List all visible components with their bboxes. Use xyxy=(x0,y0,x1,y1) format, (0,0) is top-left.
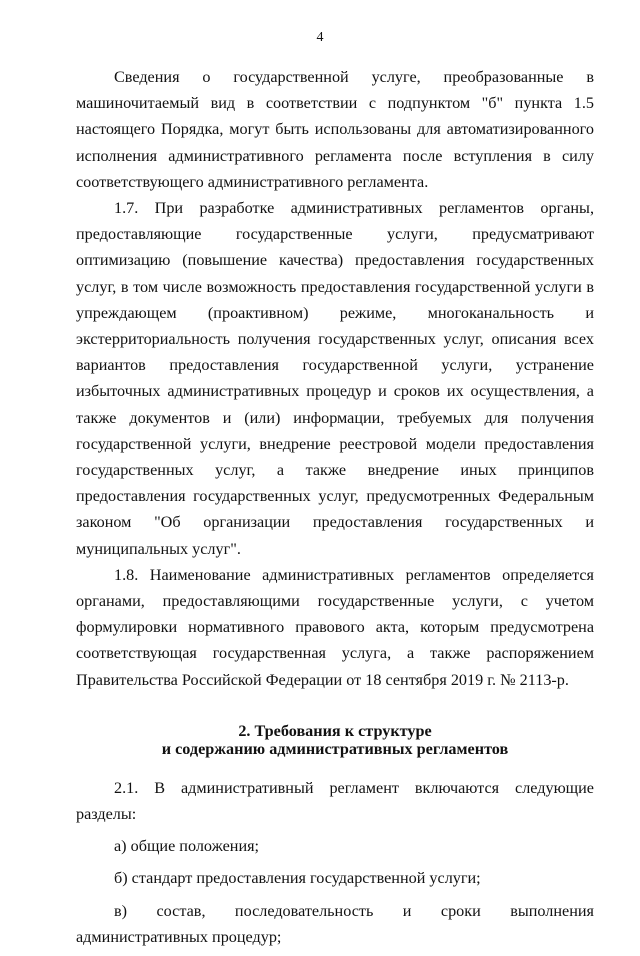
paragraph-1-7: 1.7. При разработке административных регламентов органы, предоставляющие государственные услуги, предусматривают оптимизацию (повышение качества) предоставления государственных услуг, в том числе возможность предоставления государственной услуги в упреждающем (проактивном) режиме, многоканальность и экстерриториальность получения государственных услуг, описания всех вариантов предоставления государственной услуги, устранение избыточных административных процедур и сроков их осуществления, а также документов и (или) информации, требуемых для получения государственной услуги, внедрение реестровой модели предоставления государственных услуг, а также внедрение иных принципов предоставления государственных услуг, предусмотренных Федеральным законом "Об организации предоставления государственных и муниципальных услуг". xyxy=(76,199,594,558)
list-item-b: б) стандарт предоставления государственной услуги; xyxy=(114,869,481,888)
section-heading-line-2: и содержанию административных регламентов xyxy=(161,739,509,758)
paragraph-intro: Сведения о государственной услуге, преобразованные в машиночитаемый вид в соответствии с подпунктом "б" пункта 1.5 настоящего Порядка, могут быть использованы для автоматизированного исполнения административного регламента после вступления в силу соответствующего административного регламента. xyxy=(76,68,594,191)
paragraph-1-8: 1.8. Наименование административных регламентов определяется органами, предоставляющими государственные услуги, с учетом формулировки нормативного правового акта, которым предусмотрена соответствующая государственная услуга, а также распоряжением Правительства Российской Федерации от 18 сентября 2019 г. № 2113-р. xyxy=(76,565,594,689)
list-item-a: а) общие положения; xyxy=(114,837,260,856)
section-heading xyxy=(76,722,594,758)
page-number: 4 xyxy=(316,30,324,45)
document-body xyxy=(76,64,594,956)
list-intro: 2.1. В административный регламент включаются следующие разделы: xyxy=(76,778,594,824)
list-item-c: в) состав, последовательность и сроки выполнения административных процедур; xyxy=(76,901,594,946)
section-heading-line-1: 2. Требования к структуре xyxy=(238,721,432,740)
